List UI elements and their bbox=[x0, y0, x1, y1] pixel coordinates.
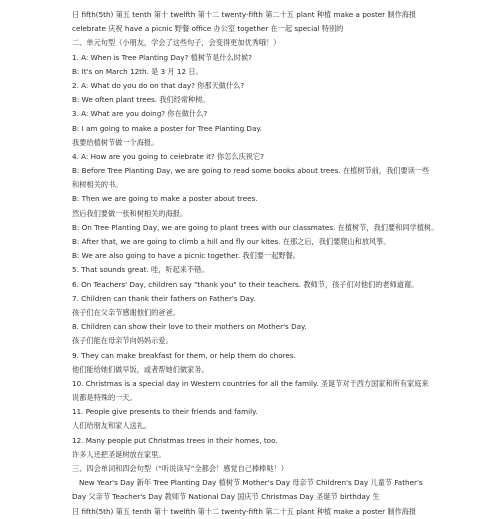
text-line: 12. Many people put Christmas trees in their homes, too. bbox=[72, 435, 278, 445]
text-line: B: Before Tree Planting Day, we are going to read some books about trees. 在植树节前，我们要读一些 bbox=[72, 166, 430, 176]
text-line: 和树相关的书。 bbox=[72, 180, 123, 190]
section-heading: 二、单元句型（小朋友，学会了这些句子，会变得更加优秀哦！） bbox=[72, 38, 281, 48]
text-line: 然后我们要做一张和树相关的海报。 bbox=[72, 208, 188, 218]
text-line: B: Then we are going to make a poster about trees. bbox=[72, 194, 258, 204]
document-page bbox=[0, 8, 480, 519]
text-line: 10. Christmas is a special day in Western countries for all the family. 圣诞节对于西方国家和所有家庭来 bbox=[72, 378, 429, 388]
text-line: 8. Children can show their love to their mothers on Mother's Day. bbox=[72, 322, 307, 332]
text-line: B: We are also going to have a picnic together. 我们要一起野餐。 bbox=[72, 251, 300, 261]
text-line: 人们给朋友和家人送礼。 bbox=[72, 421, 152, 431]
text-line: 6. On Teachers' Day, children say "thank you" to their teachers. 教师节，孩子们对他们的老师道谢。 bbox=[72, 279, 419, 289]
text-line: New Year's Day 新年 Tree Planting Day 植树节 Mother's Day 母亲节 Children's Day 儿童节 Father's bbox=[79, 478, 423, 488]
text-line: 5. That sounds great. 哇，听起来不错。 bbox=[72, 265, 209, 275]
text-line: 7. Children can thank their fathers on Father's Day. bbox=[72, 293, 256, 303]
text-line: Day 父亲节 Teacher's Day 教师节 National Day 国庆节 Christmas Day 圣诞节 birthday 生 bbox=[72, 492, 380, 502]
text-line: 3. A: What are you doing? 你在做什么? bbox=[72, 109, 208, 119]
text-line: 日 fifth(5th) 第五 tenth 第十 twelfth 第十二 twenty-fifth 第二十五 plant 种植 make a poster 制作海报 bbox=[72, 506, 417, 516]
text-line: 孩子们在父亲节感谢他们的爸爸。 bbox=[72, 307, 180, 317]
text-line: 许多人还把圣诞树放在家里。 bbox=[72, 449, 166, 459]
text-line: 我要给植树节做一个海报。 bbox=[72, 137, 159, 147]
text-line: 2. A: What do you do on that day? 你那天做什么? bbox=[72, 80, 245, 90]
section-heading: 三、四会单词和四会句型（“听说读写”全都会！感觉自己棒棒哒！） bbox=[72, 464, 288, 473]
text-line: 说都是特殊的一天。 bbox=[72, 393, 137, 403]
text-line: 4. A: How are you going to celebrate it? 你怎么庆祝它? bbox=[72, 151, 264, 161]
text-line: B: I am going to make a poster for Tree Planting Day. bbox=[72, 123, 262, 133]
text-line: B: It's on March 12th. 是 3 月 12 日。 bbox=[72, 66, 203, 76]
text-line: B: We often plant trees. 我们经常种树。 bbox=[72, 95, 210, 105]
text-line: B: On Tree Planting Day, we are going to plant trees with our classmates. 在植树节，我们要和同学植树。 bbox=[72, 222, 439, 232]
text-line: 日 fifth(5th) 第五 tenth 第十 twelfth 第十二 twenty-fifth 第二十五 plant 种植 make a poster 制作海报 bbox=[72, 10, 417, 19]
text-line: 9. They can make breakfast for them, or help them do chores. bbox=[72, 350, 296, 360]
text-line: 1. A: When is Tree Planting Day? 植树节是什么时候? bbox=[72, 52, 252, 62]
text-line: celebrate 庆祝 have a picnic 野餐 office 办公室 together 在一起 special 特别的 bbox=[72, 24, 344, 34]
text-line: 他们能给她们做早饭，或者帮她们做家务。 bbox=[72, 364, 209, 374]
text-line: 孩子们能在母亲节向妈妈示爱。 bbox=[72, 336, 173, 346]
text-line: B: After that, we are going to climb a hill and fly our kites. 在那之后，我们要爬山和放风筝。 bbox=[72, 237, 391, 246]
text-line: 11. People give presents to their friends and family. bbox=[72, 407, 258, 417]
